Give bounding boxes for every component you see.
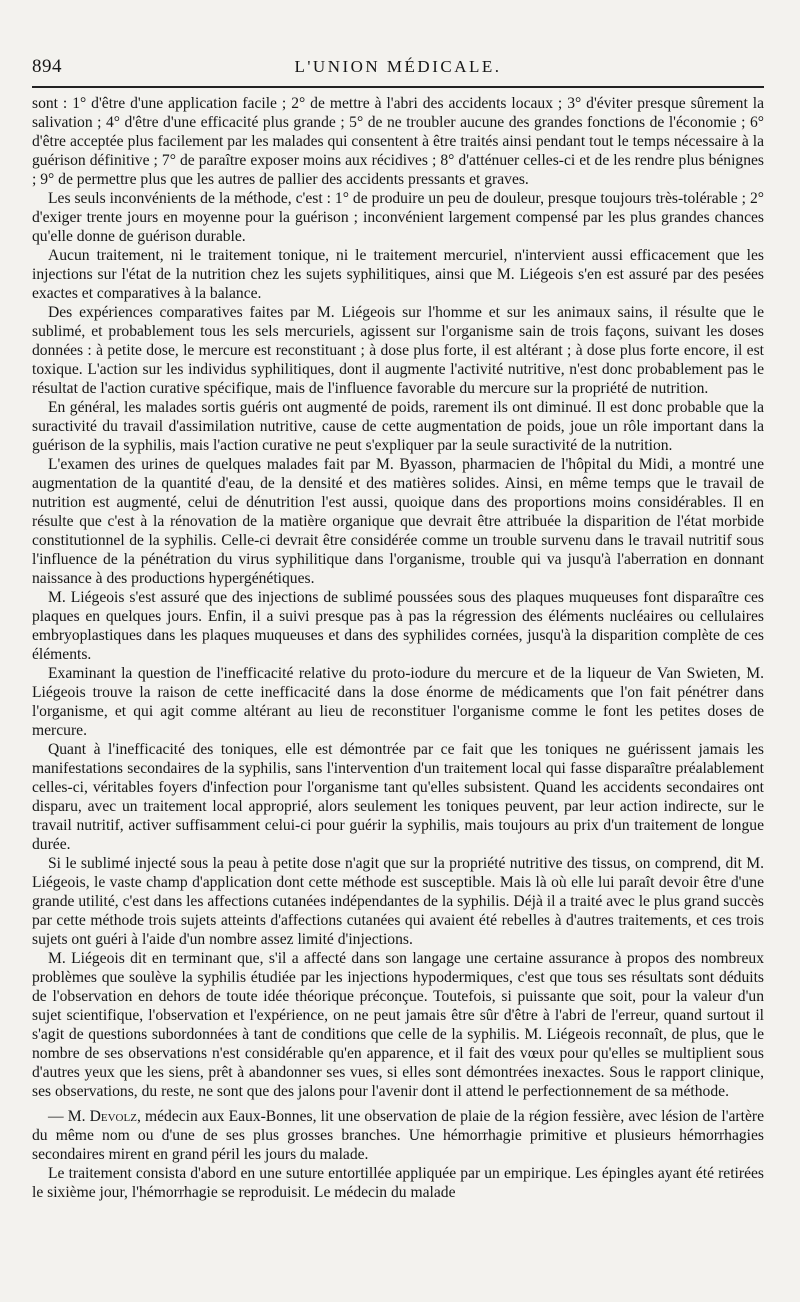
- paragraph: Les seuls inconvénients de la méthode, c'est : 1° de produire un peu de douleur, presque toujours très-tolérable ; 2° d'exiger trente jours en moyenne pour la guérison ; inconvénient largement compensé par les plus grandes chances qu'elle donne de guérison durable.: [32, 190, 764, 245]
- paragraph: Le traitement consista d'abord en une suture entortillée appliquée par un empirique. Les épingles ayant été retirées le sixième jour, l'hémorrhagie se reproduisit. Le médecin du malade: [32, 1165, 764, 1201]
- paragraph: Si le sublimé injecté sous la peau à petite dose n'agit que sur la propriété nutritive des tissus, on comprend, dit M. Liégeois, le vaste champ d'application dont cette méthode est susceptible. Mais là où elle lui paraît devoir être d'une grande utilité, c'est dans les affections cutanées indépendantes de la syphilis. Déjà il a traité avec le plus grand succès par cette méthode trois sujets atteints d'affections cutanées qui avaient été rebelles à d'autres traitements, et ces trois sujets ont guéri à l'aide d'un nombre assez limité d'injections.: [32, 855, 764, 948]
- paragraph: Examinant la question de l'inefficacité relative du proto-iodure du mercure et de la liqueur de Van Swieten, M. Liégeois trouve la raison de cette inefficacité dans la dose énorme de médicaments que l'on fait pénétrer dans l'organisme, et qui agit comme altérant au lieu de reconstituer l'organisme comme le font les petites doses de mercure.: [32, 665, 764, 739]
- news-item-paragraph: [32, 1107, 764, 1164]
- article-body: [32, 94, 764, 1202]
- news-item-author: Devolz: [89, 1108, 137, 1125]
- news-item-text: , médecin aux Eaux-Bonnes, lit une observation de plaie de la région fessière, avec lésion de l'artère du même nom ou d'une de ses plus grosses branches. Une hémorrhagie primitive et plusieurs hémorrhagies secondaires mirent en grand péril les jours du malade.: [32, 1108, 764, 1163]
- page-header: [32, 52, 764, 80]
- paragraph: Quant à l'inefficacité des toniques, elle est démontrée par ce fait que les toniques ne guérissent jamais les manifestations secondaires de la syphilis, sans l'intervention d'un traitement local qui fasse disparaître préalablement celles-ci, véritables foyers d'infection pour l'organisme tant qu'elles subsistent. Quand les accidents secondaires ont disparu, avec un traitement local approprié, alors seulement les toniques peuvent, par leur action indirecte, sur le travail nutritif, activer suffisamment celui-ci pour guérir la syphilis, mais toujours au prix d'un traitement de longue durée.: [32, 741, 764, 853]
- page-number: 894: [32, 56, 62, 77]
- header-rule: [32, 86, 764, 88]
- paragraph: Aucun traitement, ni le traitement tonique, ni le traitement mercuriel, n'intervient aussi efficacement que les injections sur l'état de la nutrition chez les sujets syphilitiques, ainsi que M. Liégeois s'en est assuré par des pesées exactes et comparatives à la balance.: [32, 247, 764, 302]
- paragraph: Des expériences comparatives faites par M. Liégeois sur l'homme et sur les animaux sains, il résulte que le sublimé, et probablement tous les sels mercuriels, agissent sur l'organisme sain de trois façons, suivant les doses données : à petite dose, le mercure est reconstituant ; à dose plus forte, il est altérant ; à dose plus forte encore, il est toxique. L'action sur les individus syphilitiques, dont il augmente l'activité nutritive, n'est donc probablement pas le résultat de l'action curative spécifique, mais de l'influence favorable du mercure sur la propriété de nutrition.: [32, 304, 764, 397]
- paragraph: M. Liégeois s'est assuré que des injections de sublimé poussées sous des plaques muqueuses font disparaître ces plaques en quelques jours. Enfin, il a suivi presque pas à pas la régression des éléments nucléaires ou cellulaires embryoplastiques dans les plaques muqueuses et dans des syphilides cornées, jusqu'à la disparition complète de ces éléments.: [32, 589, 764, 663]
- paragraph: sont : 1° d'être d'une application facile ; 2° de mettre à l'abri des accidents locaux ; 3° d'éviter presque sûrement la salivation ; 4° d'être d'une efficacité plus grande ; 5° de ne troubler aucune des grandes fonctions de l'économie ; 6° d'être acceptée plus facilement par les malades qui consentent à être traités ainsi pendant tout le temps nécessaire à la guérison définitive ; 7° de paraître exposer moins aux récidives ; 8° d'atténuer celles-ci et de les rendre plus bénignes ; 9° de permettre plus que les autres de pallier des accidents pressants et graves.: [32, 95, 764, 188]
- paragraph: L'examen des urines de quelques malades fait par M. Byasson, pharmacien de l'hôpital du Midi, a montré une augmentation de la quantité d'eau, de la densité et des matières solides. Ainsi, en même temps que le travail de nutrition est augmenté, celui de dénutrition l'est aussi, quoique dans des proportions moins considérables. Il en résulte que c'est à la rénovation de la matière organique que devrait être attribuée la disparition de l'état morbide constitutionnel de la syphilis. Celle-ci devrait être considérée comme un trouble survenu dans le travail nutritif sous l'influence de la pénétration du virus syphilitique dans l'organisme, trouble qui va jusqu'à l'aberration en donnant naissance à des productions hypergénétiques.: [32, 456, 764, 587]
- running-title: L'UNION MÉDICALE.: [294, 57, 502, 76]
- paragraph: M. Liégeois dit en terminant que, s'il a affecté dans son langage une certaine assurance à propos des nombreux problèmes que soulève la syphilis étudiée par les injections hypodermiques, c'est que tous ses résultats sont déduits de l'observation en dehors de toute idée théorique préconçue. Toutefois, si puissante que soit, pour la valeur d'un sujet scientifique, l'observation et l'expérience, on ne peut jamais être sûr d'être à l'abri de l'erreur, quand surtout il s'agit de questions subordonnées à tant de conditions que celle de la syphilis. M. Liégeois reconnaît, de plus, que le nombre de ses observations n'est considérable qu'en apparence, et il fait des vœux pour qu'elles se multiplient sous d'autres yeux que les siens, prêt à abandonner ses vues, si elles sont démontrées inexactes. Sous le rapport clinique, ses observations, du reste, ne sont que des jalons pour l'avenir dont il attend le perfectionnement de sa méthode.: [32, 950, 764, 1100]
- paragraph: En général, les malades sortis guéris ont augmenté de poids, rarement ils ont diminué. Il est donc probable que la suractivité du travail d'assimilation nutritive, cause de cette augmentation de poids, joue un rôle important dans la guérison de la syphilis, mais l'action curative ne peut s'expliquer par la seule suractivité de la nutrition.: [32, 399, 764, 454]
- news-item-dash: — M.: [48, 1108, 90, 1125]
